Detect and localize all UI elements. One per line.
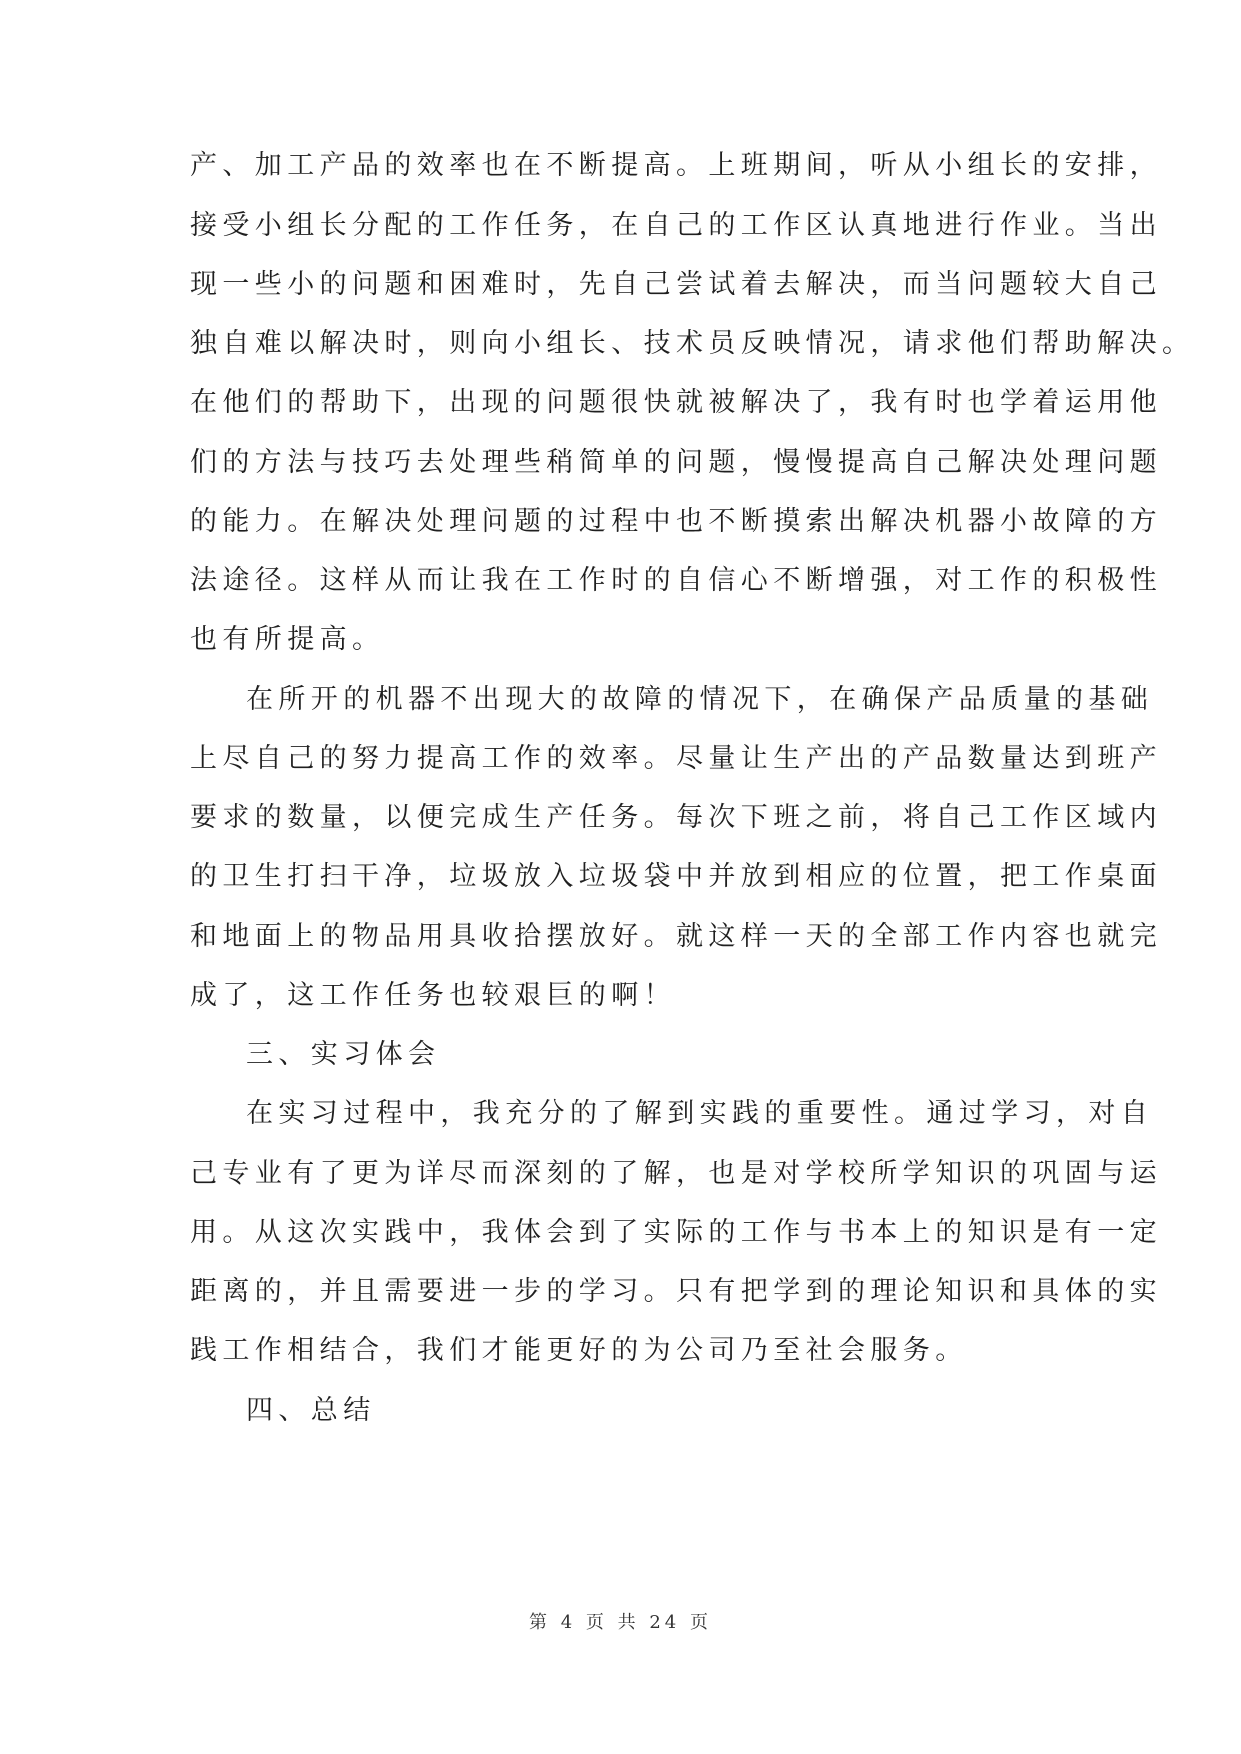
paragraph-line: 用。从这次实践中，我体会到了实际的工作与书本上的知识是有一定 [190,1217,1162,1248]
paragraph-line: 践工作相结合，我们才能更好的为公司乃至社会服务。 [190,1335,968,1366]
paragraph-line: 现一些小的问题和困难时，先自己尝试着去解决，而当问题较大自己 [190,269,1162,300]
paragraph-line: 在所开的机器不出现大的故障的情况下，在确保产品质量的基础 [246,684,1154,715]
paragraph-line: 独自难以解决时，则向小组长、技术员反映情况，请求他们帮助解决。 [190,328,1195,359]
paragraph-line: 接受小组长分配的工作任务，在自己的工作区认真地进行作业。当出 [190,210,1162,241]
section-heading: 四、总结 [246,1395,376,1426]
page-footer: 第 4 页 共 24 页 [529,1612,712,1633]
paragraph-line: 法途径。这样从而让我在工作时的自信心不断增强，对工作的积极性 [190,565,1162,596]
paragraph-line: 在他们的帮助下，出现的问题很快就被解决了，我有时也学着运用他 [190,387,1162,418]
paragraph-line: 的卫生打扫干净，垃圾放入垃圾袋中并放到相应的位置，把工作桌面 [190,861,1162,892]
paragraph-line: 也有所提高。 [190,624,385,655]
section-heading: 三、实习体会 [246,1039,441,1070]
paragraph-line: 距离的，并且需要进一步的学习。只有把学到的理论知识和具体的实 [190,1276,1162,1307]
paragraph-line: 们的方法与技巧去处理些稍简单的问题，慢慢提高自己解决处理问题 [190,447,1162,478]
paragraph-line: 产、加工产品的效率也在不断提高。上班期间，听从小组长的安排， [190,150,1162,181]
paragraph-line: 成了，这工作任务也较艰巨的啊！ [190,980,676,1011]
paragraph-line: 和地面上的物品用具收拾摆放好。就这样一天的全部工作内容也就完 [190,921,1162,952]
paragraph-line: 在实习过程中，我充分的了解到实践的重要性。通过学习，对自 [246,1098,1154,1129]
paragraph-line: 己专业有了更为详尽而深刻的了解，也是对学校所学知识的巩固与运 [190,1158,1162,1189]
paragraph-line: 上尽自己的努力提高工作的效率。尽量让生产出的产品数量达到班产 [190,743,1162,774]
paragraph-line: 的能力。在解决处理问题的过程中也不断摸索出解决机器小故障的方 [190,506,1162,537]
paragraph-line: 要求的数量，以便完成生产任务。每次下班之前，将自己工作区域内 [190,802,1162,833]
